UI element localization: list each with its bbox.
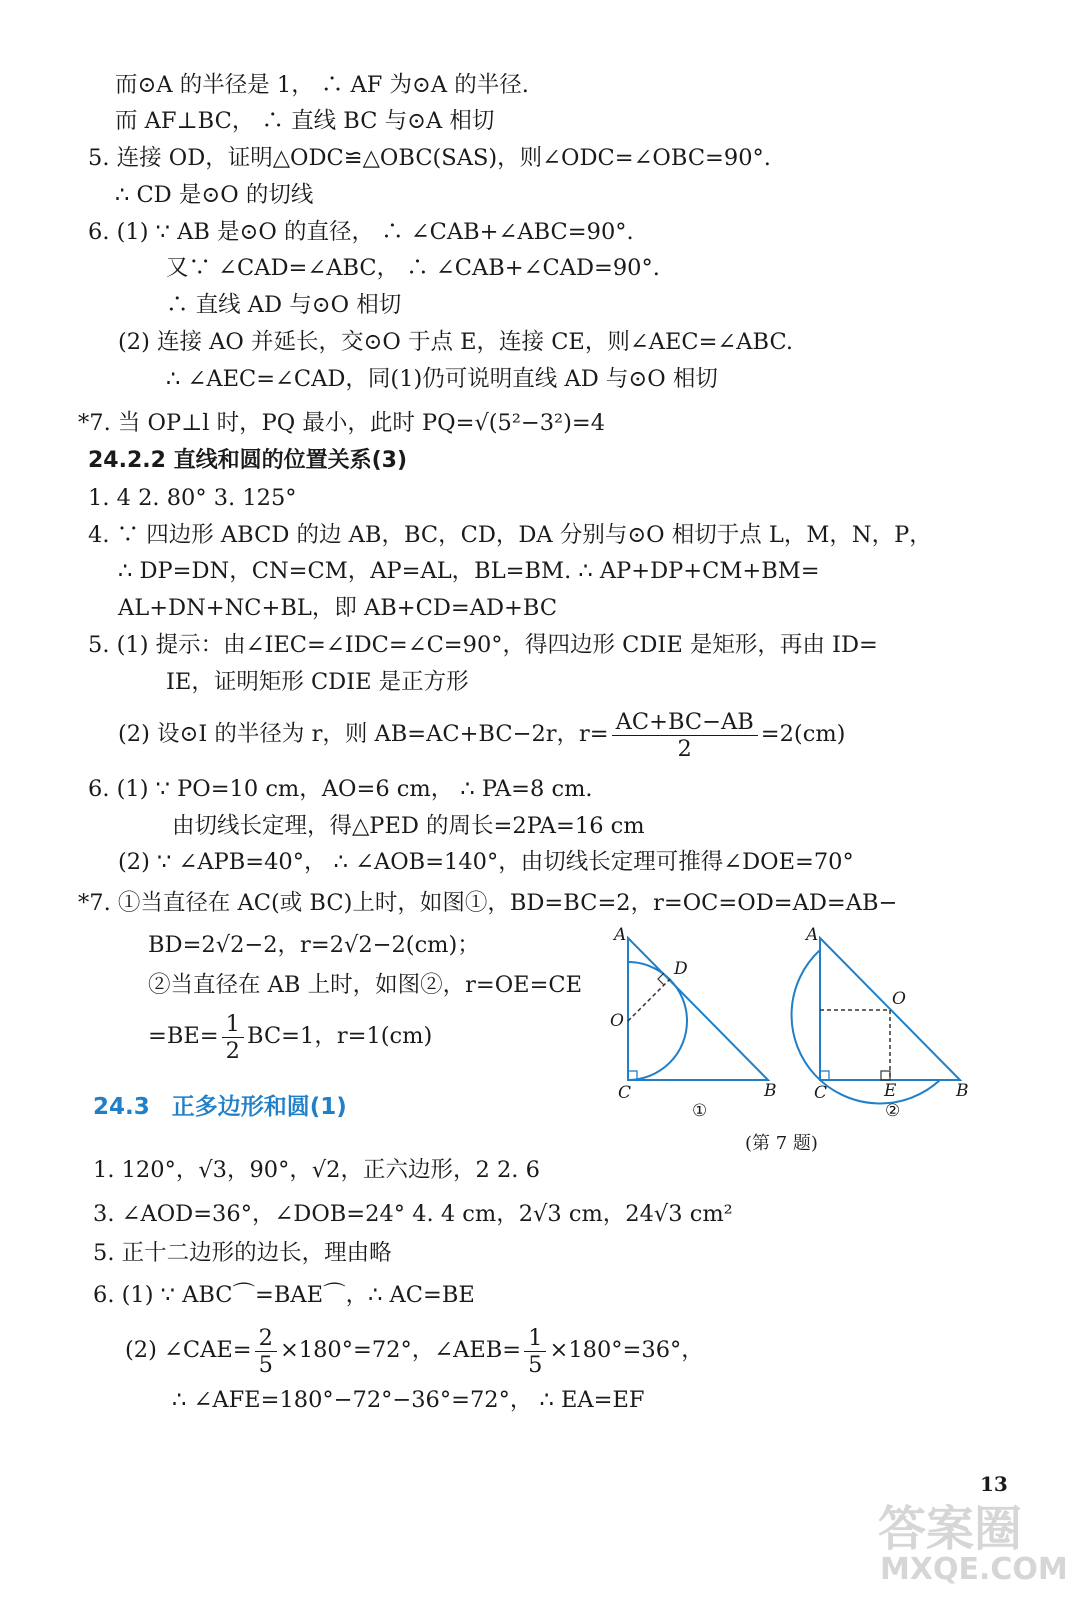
line-16: IE，证明矩形 CDIE 是正方形: [166, 669, 469, 695]
fraction-be-num: 1: [222, 1011, 244, 1038]
fraction-aeb-den: 5: [528, 1351, 543, 1378]
line-29-text-c: ×180°=36°，: [549, 1337, 704, 1363]
line-5: 6. (1) ∵ AB 是⊙O 的直径， ∴ ∠CAB+∠ABC=90°.: [88, 219, 634, 245]
line-26: 3. ∠AOD=36°，∠DOB=24° 4. 4 cm，2√3 cm，24√3 cm²: [93, 1201, 733, 1227]
watermark-logo: 答案圈: [878, 1501, 1023, 1557]
section-title: 正多边形和圆(1): [171, 1094, 347, 1120]
line-8: (2) 连接 AO 并延长，交⊙O 于点 E，连接 CE，则∠AEC=∠ABC.: [118, 329, 794, 355]
line-24: [148, 1008, 432, 1064]
section-number: 24.3: [93, 1094, 150, 1120]
fraction-r-tail: =2(cm): [760, 721, 846, 747]
figure-1: [610, 925, 777, 1121]
line-23: ②当直径在 AB 上时，如图②，r=OE=CE: [148, 972, 583, 998]
line-10: *7. 当 OP⊥l 时，PQ 最小，此时 PQ=√(5²−3²)=4: [78, 410, 606, 436]
line-4: ∴ CD 是⊙O 的切线: [115, 182, 314, 208]
page-number: 13: [980, 1472, 1008, 1496]
line-19: 由切线长定理，得△PED 的周长=2PA=16 cm: [172, 813, 645, 839]
line-7: ∴ 直线 AD 与⊙O 相切: [166, 292, 402, 318]
label-o1: O: [610, 1011, 624, 1031]
line-27: 5. 正十二边形的边长，理由略: [93, 1240, 392, 1266]
label-c2: C: [814, 1083, 828, 1103]
line-25: 1. 120°，√3，90°，√2，正六边形，2 2. 6: [93, 1157, 540, 1183]
line-11: 1. 4 2. 80° 3. 125°: [88, 485, 297, 511]
right-angle-mark-e: [881, 1071, 890, 1080]
caption-circle-2: ②: [885, 1101, 901, 1121]
right-angle-mark-c2: [820, 1071, 829, 1080]
label-b2: B: [956, 1081, 969, 1101]
line-18: 6. (1) ∵ PO=10 cm，AO=6 cm， ∴ PA=8 cm.: [88, 776, 593, 802]
fraction-r: [612, 709, 758, 762]
line-14: AL+DN+NC+BL，即 AB+CD=AD+BC: [118, 595, 558, 621]
figure-7: [600, 920, 1000, 1135]
label-a2: A: [806, 925, 819, 945]
fraction-be-den: 2: [225, 1037, 240, 1064]
fraction-aeb: [524, 1325, 546, 1378]
line-6: 又∵ ∠CAD=∠ABC， ∴ ∠CAB+∠CAD=90°.: [166, 255, 660, 281]
fraction-r-den: 2: [677, 735, 692, 762]
line-29-text-b: ×180°=72°，∠AEB=: [279, 1337, 522, 1363]
line-30: ∴ ∠AFE=180°−72°−36°=72°， ∴ EA=EF: [172, 1387, 645, 1413]
fraction-be-tail: BC=1，r=1(cm): [247, 1023, 433, 1049]
line-17: [118, 706, 845, 762]
label-o2: O: [892, 989, 906, 1009]
fraction-cae: [255, 1325, 277, 1378]
line-2: 而 AF⊥BC， ∴ 直线 BC 与⊙A 相切: [115, 108, 495, 134]
line-3: 5. 连接 OD，证明△ODC≌△OBC(SAS)，则∠ODC=∠OBC=90°.: [88, 145, 771, 171]
label-e2: E: [884, 1081, 897, 1101]
caption-circle-1: ①: [692, 1101, 708, 1121]
semicircle-1: [628, 962, 687, 1080]
label-b1: B: [764, 1081, 777, 1101]
fraction-r-num: AC+BC−AB: [612, 709, 758, 736]
line-12: 4. ∵ 四边形 ABCD 的边 AB，BC，CD，DA 分别与⊙O 相切于点 L，M，N，P，: [88, 522, 932, 548]
figure-2: [792, 925, 969, 1121]
line-13: ∴ DP=DN，CN=CM，AP=AL，BL=BM. ∴ AP+DP+CM+BM=: [118, 558, 820, 584]
line-9: ∴ ∠AEC=∠CAD，同(1)仍可说明直线 AD 与⊙O 相切: [166, 366, 718, 392]
line-17-text: (2) 设⊙I 的半径为 r，则 AB=AC+BC−2r，r=: [118, 721, 609, 747]
triangle-1: [628, 938, 768, 1080]
fraction-cae-num: 2: [255, 1325, 277, 1352]
line-24-text: =BE=: [148, 1023, 219, 1049]
section-heading-24-3: [93, 1092, 347, 1123]
line-15: 5. (1) 提示：由∠IEC=∠IDC=∠C=90°，得四边形 CDIE 是矩形，再由 ID=: [88, 632, 878, 658]
triangle-2: [820, 938, 960, 1080]
label-c1: C: [618, 1083, 632, 1103]
fraction-aeb-num: 1: [524, 1325, 546, 1352]
line-21: *7. ①当直径在 AC(或 BC)上时，如图①，BD=BC=2，r=OC=OD=AD=AB−: [78, 890, 898, 916]
line-22: BD=2√2−2，r=2√2−2(cm)；: [148, 932, 480, 958]
label-a1: A: [614, 925, 627, 945]
line-29: [125, 1322, 704, 1378]
line-28: 6. (1) ∵ ABC⌒=BAE⌒，∴ AC=BE: [93, 1282, 475, 1308]
line-1: 而⊙A 的半径是 1， ∴ AF 为⊙A 的半径.: [115, 72, 529, 98]
line-20: (2) ∵ ∠APB=40°， ∴ ∠AOB=140°，由切线长定理可推得∠DOE=70°: [118, 849, 854, 875]
label-d1: D: [674, 959, 688, 979]
line-29-text-a: (2) ∠CAE=: [125, 1337, 252, 1363]
fraction-cae-den: 5: [258, 1351, 273, 1378]
fraction-be: [222, 1011, 244, 1064]
section-heading-24-2-2: 24.2.2 直线和圆的位置关系(3): [88, 448, 408, 473]
figure-caption: (第 7 题): [745, 1133, 818, 1154]
watermark-url: MXQE.COM: [880, 1552, 1068, 1587]
